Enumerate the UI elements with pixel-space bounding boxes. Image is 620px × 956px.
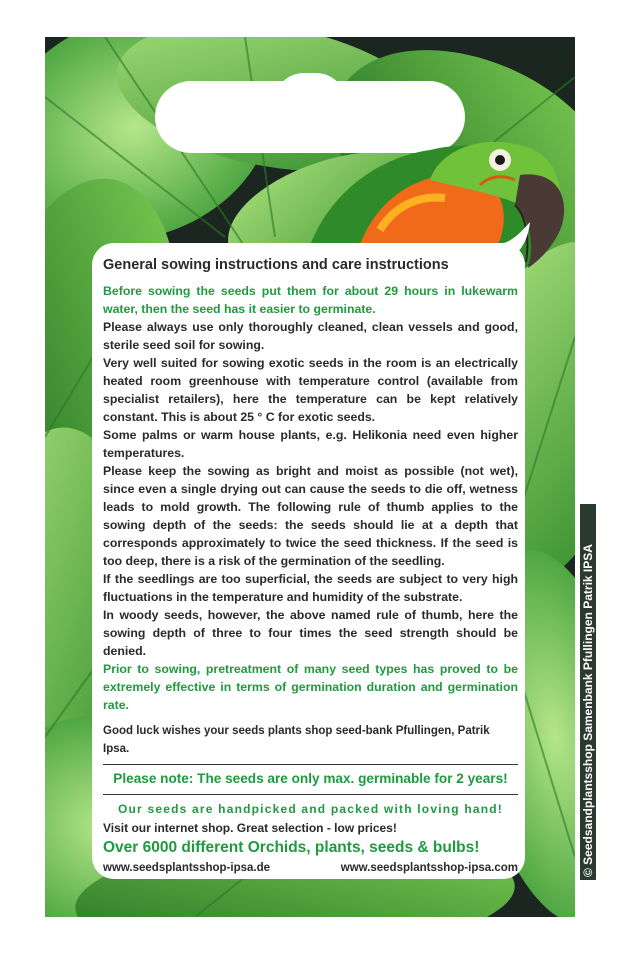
instruction-paragraph: Some palms or warm house plants, e.g. Helikonia need even higher temperatures. (103, 428, 518, 460)
germination-note: Please note: The seeds are only max. germinable for 2 years! (113, 771, 508, 786)
instruction-paragraph: Prior to sowing, pretreatment of many seed types has proved to be extremely effective in terms of germination duration and germination rate. (103, 662, 518, 712)
instruction-paragraph: Please keep the sowing as bright and moist as possible (not wet), since even a single drying out can cause the seeds to die off, wetness leads to mold growth. The following rule of thumb applies to the sowing depth of the seeds: the seeds should lie at a depth that corresponds approximately to twice the seed thickness. If the seed is too deep, there is a risk of the germination of the seedling. (103, 464, 518, 568)
divider (103, 794, 518, 795)
instruction-paragraph: In woody seeds, however, the above named rule of thumb, here the sowing depth of three to four times the seed strength should be denied. (103, 608, 518, 658)
handpicked-line: Our seeds are handpicked and packed with loving hand! (117, 802, 503, 816)
shop-urls (103, 859, 518, 877)
instruction-paragraph: If the seedlings are too superficial, the seeds are subject to very high fluctuations in the temperature and humidity of the substrate. (103, 572, 518, 604)
instruction-paragraphs (103, 282, 518, 714)
thanks-line: Good luck wishes your seeds plants shop seed-bank Pfullingen, Patrik Ipsa. (103, 725, 490, 755)
instruction-paragraph: Before sowing the seeds put them for about 29 hours in lukewarm water, then the seed has it easier to germinate. (103, 284, 518, 316)
url-com[interactable]: www.seedsplantsshop-ipsa.com (340, 862, 518, 874)
instruction-paragraph: Very well suited for sowing exotic seeds in the room is an electrically heated room greenhouse with temperature control (available from specialist retailers), here the temperature can be kept relatively constant. This is about 25 ° C for exotic seeds. (103, 356, 518, 424)
instructions-title: General sowing instructions and care instructions (103, 257, 449, 273)
instruction-content (103, 256, 518, 877)
instruction-paragraph: Please always use only thoroughly cleaned, clean vessels and good, sterile seed soil for sowing. (103, 320, 518, 352)
shop-line: Visit our internet shop. Great selection - low prices! (103, 821, 397, 835)
divider (103, 764, 518, 765)
url-de[interactable]: www.seedsplantsshop-ipsa.de (103, 862, 271, 874)
assortment-line: Over 6000 different Orchids, plants, seeds & bulbs! (103, 839, 480, 856)
copyright-vertical: © Seedsandplantsshop Samenbank Pfullingen Patrik IPSA (580, 504, 596, 880)
